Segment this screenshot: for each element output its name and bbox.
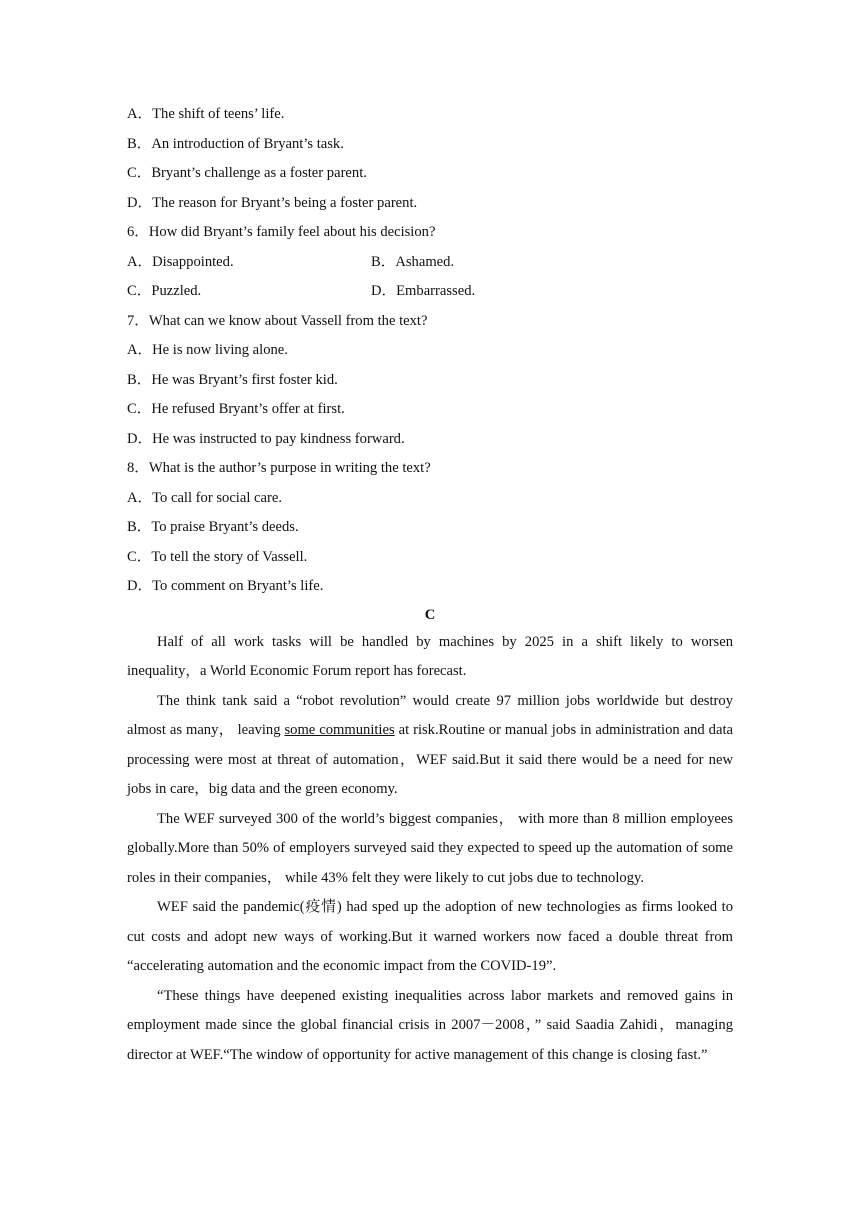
q6-options-row-2 (127, 277, 733, 307)
q6-question: 6．How did Bryant’s family feel about his decision? (127, 224, 436, 240)
passage-paragraph-5: “These things have deepened existing inequalities across labor markets and removed gains in employment made since the global financial crisis in 2007－2008，” said Saadia Zahidi，managing director at WEF.“The window of opportunity for active management of this change is closing fast.” (127, 987, 733, 1063)
q5-option-a: A．The shift of teens’ life. (127, 106, 285, 122)
passage-paragraph-2 (127, 687, 733, 805)
q8-option-d: D．To comment on Bryant’s life. (127, 578, 324, 594)
q8-option-a: A．To call for social care. (127, 489, 282, 506)
section-heading: C (424, 606, 436, 623)
q8-option-b: B．To praise Bryant’s deeds. (127, 519, 299, 535)
q6-option-a: A．Disappointed. (127, 253, 234, 270)
q7-option-a: A．He is now living alone. (127, 342, 288, 358)
q7-question: 7．What can we know about Vassell from the text? (127, 312, 428, 329)
q7-option-c: C．He refused Bryant’s offer at first. (127, 401, 345, 417)
paragraph-2-text-end: at risk.Routine or manual jobs in administration and data processing were most at threat of automation，WEF said.But it said there would be a need for new jobs in care，big data and the green economy. (127, 722, 733, 797)
q8-question: 8．What is the author’s purpose in writing the text? (127, 460, 431, 476)
passage-paragraph-4: WEF said the pandemic(疫情) had sped up the adoption of new technologies as firms looked to cut costs and adopt new ways of working.But it warned workers now faced a double threat from “accelerating automation and the economic impact from the COVID-19”. (127, 899, 733, 974)
q6-option-c: C．Puzzled. (127, 283, 202, 299)
q6-option-d: D．Embarrassed. (371, 283, 476, 299)
q5-option-c: C．Bryant’s challenge as a foster parent. (127, 165, 367, 181)
q5-option-d: D．The reason for Bryant’s being a foster parent. (127, 194, 418, 211)
q8-option-c: C．To tell the story of Vassell. (127, 548, 308, 565)
document-page (127, 100, 733, 1070)
q5-option-b: B．An introduction of Bryant’s task. (127, 135, 344, 152)
q6-options-row-1 (127, 248, 733, 278)
underlined-phrase: some communities (284, 722, 395, 738)
paragraph-2-text-start: The think tank said a “robot revolution” would create 97 million jobs worldwide but destroy almost as many， leaving (127, 692, 733, 738)
q6-option-b: B．Ashamed. (371, 253, 455, 270)
q7-option-b: B．He was Bryant’s first foster kid. (127, 371, 338, 388)
q7-option-d: D．He was instructed to pay kindness forward. (127, 430, 405, 447)
passage-paragraph-3: The WEF surveyed 300 of the world’s biggest companies， with more than 8 million employees globally.More than 50% of employers surveyed said they expected to speed up the automation of some roles in their companies， while 43% felt they were likely to cut jobs due to technology. (127, 810, 733, 886)
passage-paragraph-1: Half of all work tasks will be handled by machines by 2025 in a shift likely to worsen inequality，a World Economic Forum report has forecast. (127, 633, 733, 679)
